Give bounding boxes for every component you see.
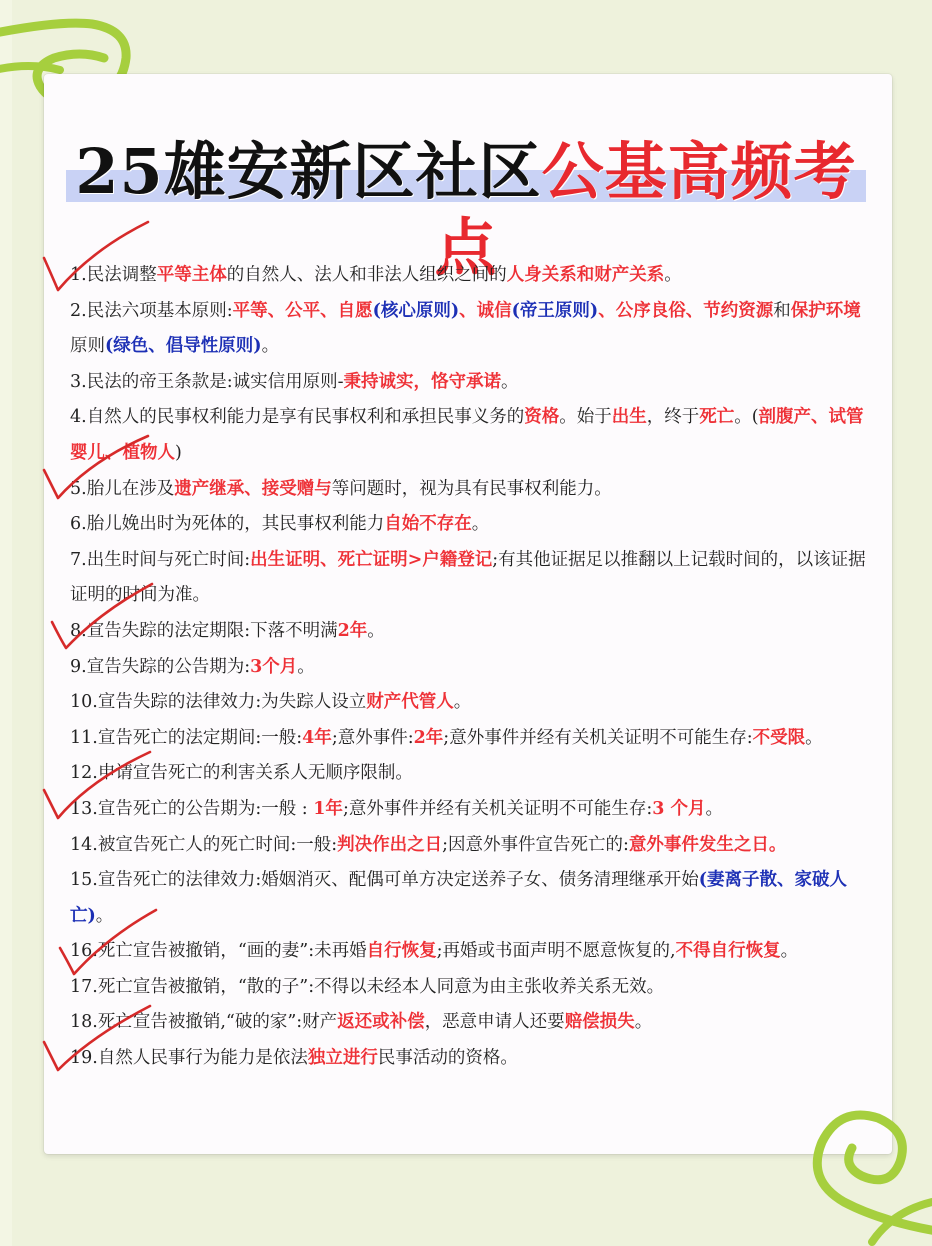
paper-clip-icon [792,1092,932,1246]
list-item: 12.申请宣告死亡的利害关系人无顺序限制。 [70,763,413,784]
list-item: 10.宣告失踪的法律效力:为失踪人设立财产代管人。 [70,692,472,713]
list-item: 2.民法六项基本原则:平等、公平、自愿(核心原则)、诚信(帝王原则)、公序良俗、节约资源和保护环境原则(绿色、倡导性原则)。 [70,300,861,357]
list-item: 13.宣告死亡的公告期为:一般 : 1年;意外事件并经有关机关证明不可能生存:3 个月。 [70,798,724,819]
list-item: 7.出生时间与死亡时间:出生证明、死亡证明>户籍登记;有其他证据足以推翻以上记载时间的，以该证据证明的时间为准。 [70,549,866,606]
list-item: 6.胎儿娩出时为死体的，其民事权利能力自始不存在。 [70,514,490,535]
list-item: 9.宣告失踪的公告期为:3个月。 [70,656,315,677]
list-item: 1.民法调整平等主体的自然人、法人和非法人组织之间的人身关系和财产关系。 [70,265,682,285]
list-item: 11.宣告死亡的法定期间:一般:4年;意外事件:2年;意外事件并经有关机关证明不可能生存:不受限。 [70,727,823,748]
list-item: 3.民法的帝王条款是:诚实信用原则-秉持诚实，恪守承诺。 [70,371,519,392]
list-item: 5.胎儿在涉及遗产继承、接受赠与等问题时，视为具有民事权利能力。 [70,478,612,499]
list-item: 4.自然人的民事权利能力是享有民事权利和承担民事义务的资格。始于出生，终于死亡。(剖腹产、试管婴儿、植物人) [70,407,864,463]
notes-list [70,258,870,1077]
list-item: 16.死亡宣告被撤销，“画的妻”:未再婚自行恢复;再婚或书面声明不愿意恢复的,不得自行恢复。 [70,941,799,962]
list-item: 17.死亡宣告被撤销，“散的子”:不得以未经本人同意为由主张收养关系无效。 [70,976,665,997]
list-item: 19.自然人民事行为能力是依法独立进行民事活动的资格。 [70,1048,518,1069]
list-item: 8.宣告失踪的法定期限:下落不明满2年。 [70,620,385,641]
title-black: 25雄安新区社区 [75,135,542,208]
list-item: 15.宣告死亡的法律效力:婚姻消灭、配偶可单方决定送养子女、债务清理继承开始(妻离子散、家破人亡)。 [70,870,848,926]
list-item: 18.死亡宣告被撤销,“破的家”:财产返还或补偿，恶意申请人还要赔偿损失。 [70,1012,653,1033]
title-red: 公基高频考点 [434,135,857,284]
list-item: 14.被宣告死亡人的死亡时间:一般:判决作出之日;因意外事件宣告死亡的:意外事件发生之日。 [70,834,787,855]
